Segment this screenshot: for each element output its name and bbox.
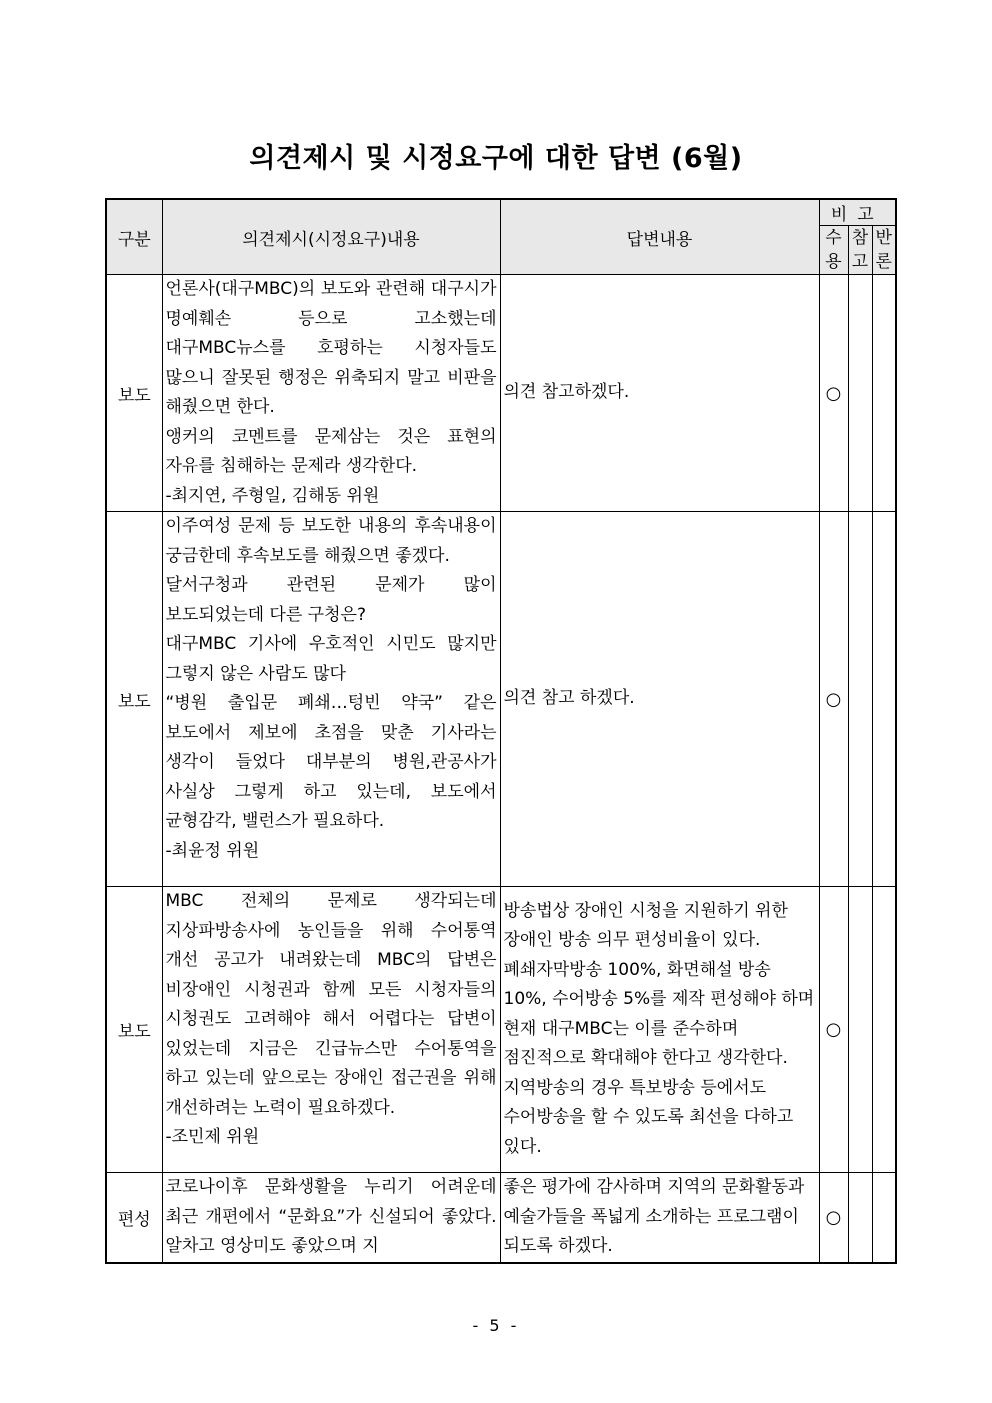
table-row [106, 512, 896, 887]
header-answer: 답변내용 [500, 199, 819, 275]
opinion-paragraph: 달서구청과 관련된 문제가 많이 보도되었는데 다른 구청은? [165, 575, 497, 625]
row-category: 편성 [106, 1173, 162, 1263]
row-refer-mark [848, 512, 872, 887]
header-opinion: 의견제시(시정요구)내용 [162, 199, 500, 275]
row-answer: 좋은 평가에 감사하며 지역의 문화활동과 예술가들을 폭넓게 소개하는 프로그램이 되도록 하겠다. [500, 1173, 819, 1263]
row-opinion [162, 512, 500, 887]
row-category: 보도 [106, 512, 162, 887]
header-remarks: 비고 [819, 199, 896, 226]
row-reject-mark [872, 1173, 896, 1263]
opinion-response-table [105, 198, 897, 1264]
row-accept-mark: ○ [819, 887, 848, 1173]
opinion-author: -조민제 위원 [165, 1127, 260, 1147]
row-refer-mark [848, 275, 872, 512]
row-accept-mark: ○ [819, 512, 848, 887]
header-reject: 반론 [872, 226, 896, 275]
row-opinion [162, 275, 500, 512]
opinion-paragraph: 대구MBC 기사에 우호적인 시민도 많지만 그렇지 않은 사람도 많다 [165, 634, 497, 684]
row-category: 보도 [106, 275, 162, 512]
opinion-paragraph: “병원 출입문 폐쇄…텅빈 약국” 같은 보도에서 제보에 초점을 맞춘 기사라는 생각이 들었다 대부분의 병원,관공사가 사실상 그렇게 하고 있는데, 보도에서 균형감각, 밸런스가 필요하다. [165, 693, 497, 831]
page-title: 의견제시 및 시정요구에 대한 답변 (6월) [249, 143, 743, 174]
header-refer: 참고 [848, 226, 872, 275]
opinion-paragraph: 앵커의 코멘트를 문제삼는 것은 표현의 자유를 침해하는 문제라 생각한다. [165, 426, 497, 476]
row-refer-mark [848, 1173, 872, 1263]
table-row [106, 1173, 896, 1263]
opinion-paragraph: 언론사(대구MBC)의 보도와 관련해 대구시가 명예훼손 등으로 고소했는데 대구MBC뉴스를 호평하는 시청자들도 많으니 잘못된 행정은 위축되지 말고 비판을 해줬으면 한다. [165, 279, 497, 417]
opinion-author: -최지연, 주형일, 김해동 위원 [165, 485, 380, 506]
header-accept: 수용 [819, 226, 848, 275]
row-reject-mark [872, 512, 896, 887]
page-number: - 5 - [472, 1316, 520, 1335]
row-answer: 의견 참고 하겠다. [500, 512, 819, 887]
row-reject-mark [872, 887, 896, 1173]
opinion-paragraph: MBC 전체의 문제로 생각되는데 지상파방송사에 농인들을 위해 수어통역 개선 공고가 내려왔는데 MBC의 답변은 비장애인 시청권과 함께 모든 시청자들의 시청권도 고려해야 해서 어렵다는 답변이 있었는데 지금은 긴급뉴스만 수어통역을 하고 있는데 앞으로는 장애인 접근권을 위해 개선하려는 노력이 필요하겠다. [165, 891, 497, 1118]
row-opinion [162, 887, 500, 1173]
opinion-author: -최윤정 위원 [165, 840, 260, 861]
row-answer: 방송법상 장애인 시청을 지원하기 위한 장애인 방송 의무 편성비율이 있다. 폐쇄자막방송 100%, 화면해설 방송 10%, 수어방송 5%를 제작 편성해야 하며 현재 대구MBC는 이를 준수하며 점진적으로 확대해야 한다고 생각한다. 지역방송의 경우 특보방송 등에서도 수어방송을 할 수 있도록 최선을 다하고 있다. [500, 887, 819, 1173]
row-answer: 의견 참고하겠다. [500, 275, 819, 512]
row-accept-mark: ○ [819, 1173, 848, 1263]
header-category: 구분 [106, 199, 162, 275]
row-refer-mark [848, 887, 872, 1173]
table-row [106, 275, 896, 512]
row-accept-mark: ○ [819, 275, 848, 512]
opinion-paragraph: 코로나이후 문화생활을 누리기 어려운데 최근 개편에서 “문화요”가 신설되어 좋았다. 알차고 영상미도 좋았으며 지 [165, 1177, 497, 1256]
table-row [106, 887, 896, 1173]
row-category: 보도 [106, 887, 162, 1173]
row-reject-mark [872, 275, 896, 512]
opinion-paragraph: 이주여성 문제 등 보도한 내용의 후속내용이 궁금한데 후속보도를 해줬으면 좋겠다. [165, 516, 497, 566]
row-opinion [162, 1173, 500, 1263]
